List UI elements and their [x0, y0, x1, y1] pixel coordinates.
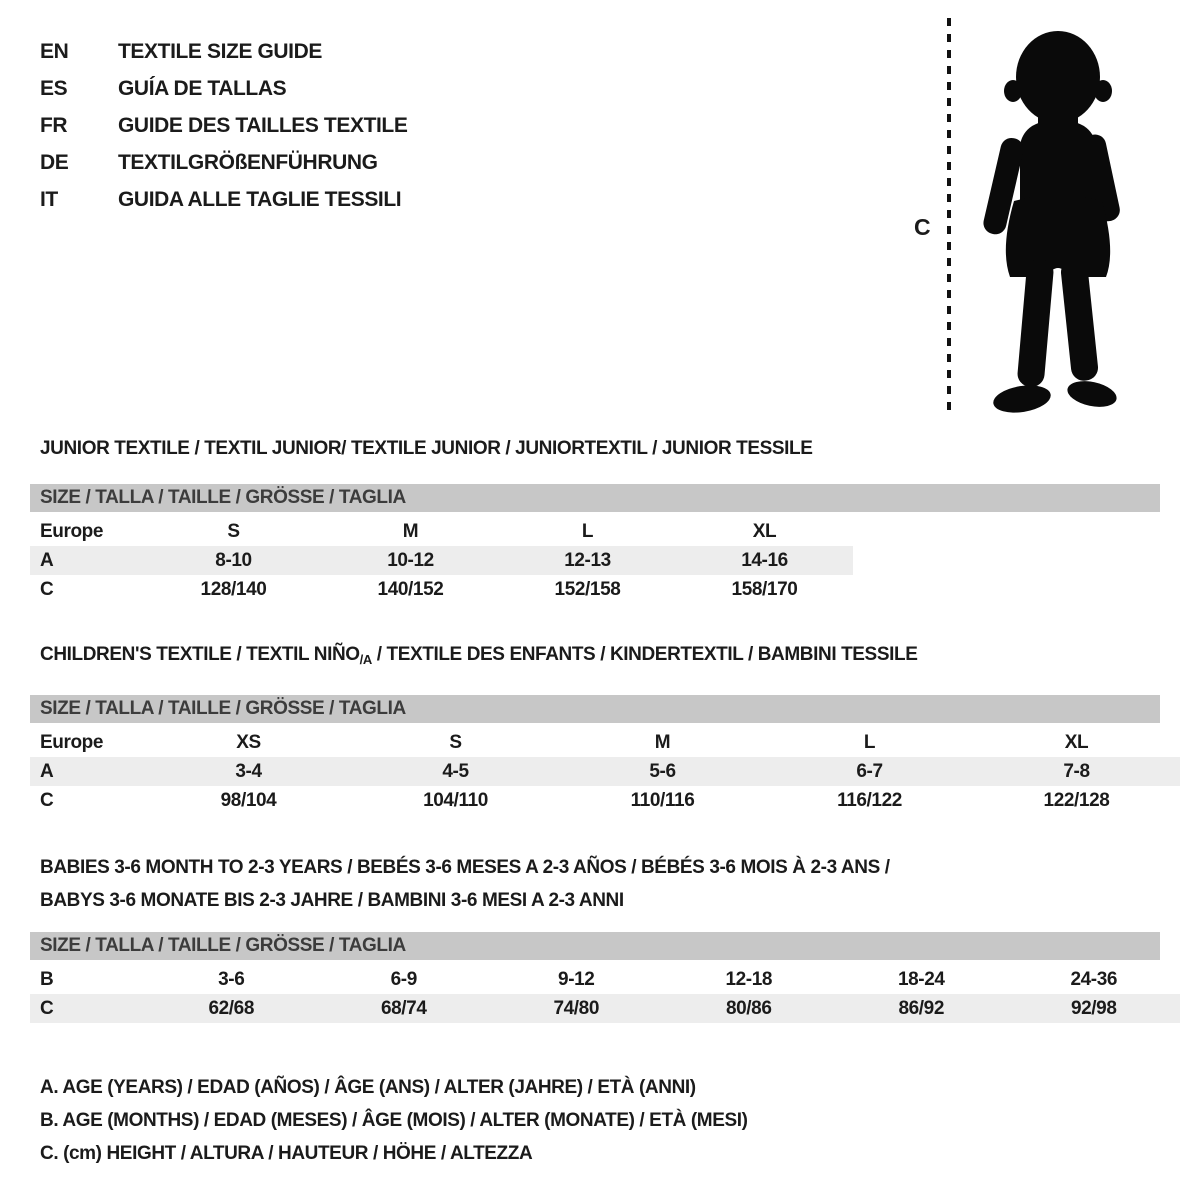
- toddler-silhouette-icon: [880, 12, 1190, 437]
- size-column-header-cell: L: [863, 731, 876, 753]
- children-title-sub: /A: [359, 652, 372, 667]
- size-value-cell: 122/128: [1043, 789, 1110, 811]
- size-tables: [30, 438, 1180, 1170]
- size-column-header-row: [30, 517, 853, 546]
- language-code: EN: [40, 40, 69, 63]
- size-value-cell: 6-9: [390, 968, 417, 990]
- size-value-cell: 4-5: [442, 760, 469, 782]
- size-value-cell: 12-18: [725, 968, 773, 990]
- junior-size-header-bar: SIZE / TALLA / TAILLE / GRÖSSE / TAGLIA: [30, 484, 1160, 512]
- size-value-cell: 3-4: [235, 760, 262, 782]
- babies-section-title: [40, 851, 1160, 917]
- legend-line-b: B. AGE (MONTHS) / EDAD (MESES) / ÂGE (MOIS) / ALTER (MONATE) / ETÀ (MESI): [40, 1110, 748, 1131]
- size-value-cell: 152/158: [554, 578, 621, 600]
- guide-title-it: GUIDA ALLE TAGLIE TESSILI: [118, 188, 402, 211]
- size-column-header-cell: M: [654, 731, 671, 753]
- size-value-cell: 8-10: [215, 549, 252, 571]
- size-column-header-cell: XL: [1064, 731, 1089, 753]
- language-code: ES: [40, 77, 68, 100]
- babies-size-header-bar: SIZE / TALLA / TAILLE / GRÖSSE / TAGLIA: [30, 932, 1160, 960]
- language-code: DE: [40, 151, 69, 174]
- junior-section-title: JUNIOR TEXTILE / TEXTIL JUNIOR/ TEXTILE JUNIOR / JUNIORTEXTIL / JUNIOR TESSILE: [40, 438, 813, 459]
- guide-title-es: GUÍA DE TALLAS: [118, 77, 287, 100]
- language-code: IT: [40, 188, 58, 211]
- size-value-cell: 5-6: [649, 760, 676, 782]
- size-column-header-cell: XS: [236, 731, 261, 753]
- row-label-cell: B: [40, 968, 54, 990]
- legend-line-c: C. (cm) HEIGHT / ALTURA / HAUTEUR / HÖHE / ALTEZZA: [40, 1143, 533, 1164]
- measurement-legend: [40, 1071, 1180, 1170]
- children-size-table: [30, 728, 1180, 815]
- row-label-cell: A: [40, 549, 54, 571]
- children-title-main: CHILDREN'S TEXTILE / TEXTIL NIÑO: [40, 644, 360, 665]
- size-value-cell: 74/80: [553, 997, 600, 1019]
- size-column-header-cell: XL: [752, 520, 777, 542]
- size-value-cell: 10-12: [387, 549, 434, 571]
- children-textile-section: [30, 644, 1160, 815]
- row-label-cell: C: [40, 578, 54, 600]
- height-measure-label: C: [914, 214, 931, 240]
- size-value-cell: 12-13: [564, 549, 611, 571]
- size-value-cell: 104/110: [423, 789, 488, 811]
- guide-title-en: TEXTILE SIZE GUIDE: [118, 40, 322, 63]
- size-value-cell: 6-7: [856, 760, 883, 782]
- measure-row-C: [30, 786, 1180, 815]
- size-value-cell: 80/86: [725, 997, 772, 1019]
- size-value-cell: 68/74: [380, 997, 427, 1019]
- size-value-cell: 18-24: [897, 968, 945, 990]
- height-measure-figure: [880, 12, 1190, 437]
- guide-title-de: TEXTILGRÖßENFÜHRUNG: [118, 151, 378, 174]
- size-column-header-cell: M: [402, 520, 419, 542]
- row-label-cell: A: [40, 760, 54, 782]
- babies-title-line1: BABIES 3-6 MONTH TO 2-3 YEARS / BEBÉS 3-6 MESES A 2-3 AÑOS / BÉBÉS 3-6 MOIS À 2-3 ANS /: [40, 857, 890, 878]
- size-value-cell: 140/152: [377, 578, 444, 600]
- junior-textile-section: [30, 438, 1160, 604]
- measure-row-B: [30, 965, 1180, 994]
- size-value-cell: 158/170: [731, 578, 798, 600]
- size-column-header-cell: S: [449, 731, 462, 753]
- measure-row-C: [30, 575, 853, 604]
- measure-row-C: [30, 994, 1180, 1023]
- size-value-cell: 62/68: [208, 997, 255, 1019]
- size-column-header-cell: L: [581, 520, 594, 542]
- size-column-header-cell: S: [227, 520, 240, 542]
- size-value-cell: 3-6: [218, 968, 245, 990]
- size-value-cell: 7-8: [1063, 760, 1090, 782]
- row-label-cell: C: [40, 789, 54, 811]
- measure-row-A: [30, 546, 853, 575]
- children-title-rest: / TEXTILE DES ENFANTS / KINDERTEXTIL / BAMBINI TESSILE: [371, 644, 918, 665]
- size-value-cell: 24-36: [1070, 968, 1118, 990]
- size-value-cell: 116/122: [837, 789, 902, 811]
- size-value-cell: 128/140: [200, 578, 267, 600]
- size-value-cell: 92/98: [1070, 997, 1117, 1019]
- row-label-cell: C: [40, 997, 54, 1019]
- babies-size-table: [30, 965, 1180, 1023]
- measure-row-A: [30, 757, 1180, 786]
- size-value-cell: 86/92: [898, 997, 945, 1019]
- babies-title-line2: BABYS 3-6 MONATE BIS 2-3 JAHRE / BAMBINI 3-6 MESI A 2-3 ANNI: [40, 890, 624, 911]
- region-label-cell: Europe: [40, 520, 104, 542]
- junior-size-table: [30, 517, 853, 604]
- children-size-header-bar: SIZE / TALLA / TAILLE / GRÖSSE / TAGLIA: [30, 695, 1160, 723]
- children-section-title: [40, 644, 1160, 671]
- region-label-cell: Europe: [40, 731, 104, 753]
- size-value-cell: 14-16: [741, 549, 788, 571]
- size-value-cell: 9-12: [558, 968, 595, 990]
- size-value-cell: 98/104: [220, 789, 277, 811]
- size-value-cell: 110/116: [630, 789, 695, 811]
- language-code: FR: [40, 114, 68, 137]
- legend-line-a: A. AGE (YEARS) / EDAD (AÑOS) / ÂGE (ANS) / ALTER (JAHRE) / ETÀ (ANNI): [40, 1077, 696, 1098]
- size-column-header-row: [30, 728, 1180, 757]
- guide-title-fr: GUIDE DES TAILLES TEXTILE: [118, 114, 408, 137]
- babies-textile-section: [30, 851, 1160, 1023]
